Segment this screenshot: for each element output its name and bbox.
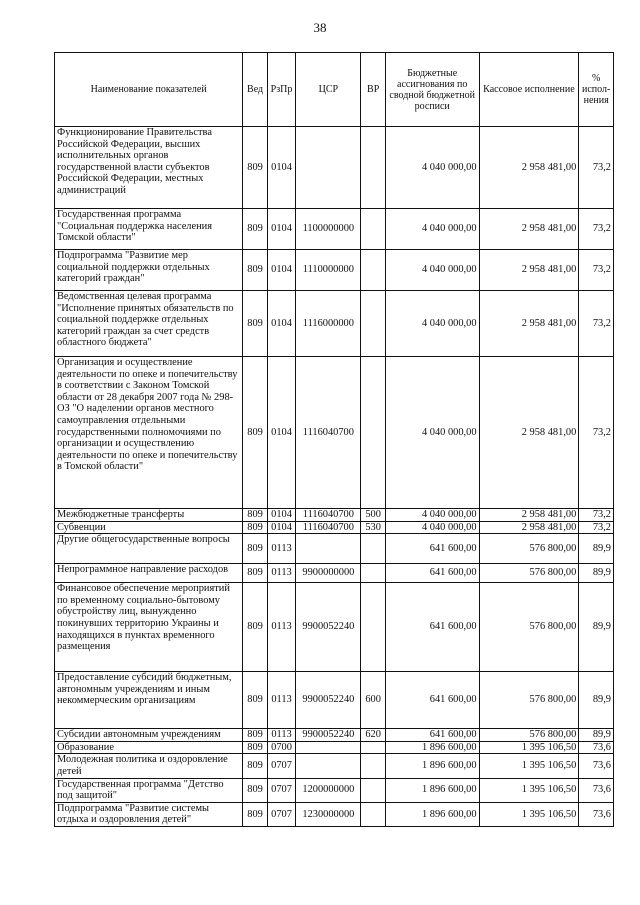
table-row <box>55 778 614 802</box>
row-rzpr: 0113 <box>267 583 296 672</box>
row-csr: 1200000000 <box>296 778 361 802</box>
header-percent: % испол-нения <box>579 53 614 127</box>
row-assignments: 4 040 000,00 <box>385 209 479 250</box>
row-name: Подпрограмма "Развитие системы отдыха и оздоровления детей" <box>55 802 243 826</box>
row-percent: 89,9 <box>579 583 614 672</box>
row-percent: 73,2 <box>579 521 614 534</box>
row-csr: 1110000000 <box>296 250 361 291</box>
row-percent: 73,6 <box>579 741 614 754</box>
row-cash-execution: 576 800,00 <box>479 729 579 742</box>
row-csr <box>296 741 361 754</box>
row-cash-execution: 1 395 106,50 <box>479 802 579 826</box>
row-ved: 809 <box>243 741 267 754</box>
row-rzpr: 0104 <box>267 357 296 509</box>
row-ved: 809 <box>243 509 267 522</box>
header-ved: Вед <box>243 53 267 127</box>
row-assignments: 1 896 600,00 <box>385 754 479 778</box>
row-name: Подпрограмма "Развитие мер социальной поддержки отдельных категорий граждан" <box>55 250 243 291</box>
row-cash-execution: 576 800,00 <box>479 672 579 729</box>
row-vr: 620 <box>361 729 385 742</box>
row-assignments: 641 600,00 <box>385 583 479 672</box>
header-row <box>55 53 614 127</box>
row-csr: 1230000000 <box>296 802 361 826</box>
row-vr <box>361 802 385 826</box>
row-name: Субсидии автономным учреждениям <box>55 729 243 742</box>
row-name: Ведомственная целевая программа "Исполнение принятых обязательств по социальной поддержке отдельных категорий граждан за счет средств областного бюджета" <box>55 291 243 357</box>
table-row <box>55 357 614 509</box>
row-vr <box>361 754 385 778</box>
row-csr <box>296 127 361 209</box>
row-name: Образование <box>55 741 243 754</box>
row-percent: 89,9 <box>579 564 614 583</box>
row-ved: 809 <box>243 729 267 742</box>
row-rzpr: 0113 <box>267 672 296 729</box>
row-rzpr: 0707 <box>267 802 296 826</box>
row-vr: 500 <box>361 509 385 522</box>
row-rzpr: 0700 <box>267 741 296 754</box>
row-rzpr: 0113 <box>267 564 296 583</box>
row-csr <box>296 534 361 564</box>
row-cash-execution: 2 958 481,00 <box>479 250 579 291</box>
table-row <box>55 729 614 742</box>
row-rzpr: 0707 <box>267 754 296 778</box>
row-assignments: 4 040 000,00 <box>385 509 479 522</box>
row-cash-execution: 576 800,00 <box>479 564 579 583</box>
table-row <box>55 250 614 291</box>
row-percent: 73,2 <box>579 509 614 522</box>
row-rzpr: 0104 <box>267 521 296 534</box>
table-row <box>55 127 614 209</box>
row-vr <box>361 250 385 291</box>
row-rzpr: 0104 <box>267 209 296 250</box>
row-assignments: 641 600,00 <box>385 729 479 742</box>
row-percent: 89,9 <box>579 729 614 742</box>
row-percent: 73,6 <box>579 802 614 826</box>
row-assignments: 1 896 600,00 <box>385 778 479 802</box>
row-percent: 73,2 <box>579 291 614 357</box>
row-ved: 809 <box>243 534 267 564</box>
table-row <box>55 802 614 826</box>
row-csr: 1100000000 <box>296 209 361 250</box>
row-ved: 809 <box>243 802 267 826</box>
row-ved: 809 <box>243 127 267 209</box>
row-assignments: 4 040 000,00 <box>385 521 479 534</box>
row-vr <box>361 583 385 672</box>
row-name: Финансовое обеспечение мероприятий по временному социально-бытовому обустройству лиц, вынужденно покинувших территорию Украины и находящихся в пунктах временного размещения <box>55 583 243 672</box>
row-rzpr: 0104 <box>267 127 296 209</box>
row-cash-execution: 2 958 481,00 <box>479 521 579 534</box>
row-vr <box>361 564 385 583</box>
row-ved: 809 <box>243 754 267 778</box>
row-vr <box>361 209 385 250</box>
row-assignments: 4 040 000,00 <box>385 250 479 291</box>
row-name: Государственная программа "Социальная поддержка населения Томской области" <box>55 209 243 250</box>
row-csr: 1116040700 <box>296 509 361 522</box>
row-ved: 809 <box>243 778 267 802</box>
row-rzpr: 0104 <box>267 250 296 291</box>
row-percent: 73,2 <box>579 209 614 250</box>
row-name: Предоставление субсидий бюджетным, автономным учреждениям и иным некоммерческим организациям <box>55 672 243 729</box>
header-cash-execution: Кассовое исполнение <box>479 53 579 127</box>
row-cash-execution: 576 800,00 <box>479 534 579 564</box>
table-row <box>55 564 614 583</box>
row-rzpr: 0113 <box>267 534 296 564</box>
row-vr <box>361 741 385 754</box>
row-vr <box>361 127 385 209</box>
table-row <box>55 509 614 522</box>
row-percent: 89,9 <box>579 672 614 729</box>
row-vr <box>361 291 385 357</box>
row-cash-execution: 2 958 481,00 <box>479 209 579 250</box>
row-rzpr: 0707 <box>267 778 296 802</box>
row-cash-execution: 2 958 481,00 <box>479 357 579 509</box>
row-name: Государственная программа "Детство под защитой" <box>55 778 243 802</box>
header-name: Наименование показателей <box>55 53 243 127</box>
table-row <box>55 754 614 778</box>
row-percent: 73,6 <box>579 754 614 778</box>
table-row <box>55 741 614 754</box>
table-row <box>55 583 614 672</box>
row-cash-execution: 576 800,00 <box>479 583 579 672</box>
row-cash-execution: 1 395 106,50 <box>479 741 579 754</box>
row-rzpr: 0104 <box>267 509 296 522</box>
table-row <box>55 209 614 250</box>
row-ved: 809 <box>243 209 267 250</box>
row-ved: 809 <box>243 357 267 509</box>
header-csr: ЦСР <box>296 53 361 127</box>
row-csr <box>296 754 361 778</box>
row-rzpr: 0113 <box>267 729 296 742</box>
header-assignments: Бюджетные ассигнования по сводной бюджетной росписи <box>385 53 479 127</box>
row-csr: 1116040700 <box>296 357 361 509</box>
row-percent: 73,2 <box>579 357 614 509</box>
row-vr: 530 <box>361 521 385 534</box>
row-csr: 9900052240 <box>296 672 361 729</box>
row-name: Непрограммное направление расходов <box>55 564 243 583</box>
row-percent: 73,6 <box>579 778 614 802</box>
row-vr <box>361 534 385 564</box>
table-row <box>55 521 614 534</box>
header-rzpr: РзПр <box>267 53 296 127</box>
row-cash-execution: 1 395 106,50 <box>479 754 579 778</box>
header-vr: ВР <box>361 53 385 127</box>
row-csr: 9900052240 <box>296 583 361 672</box>
row-name: Другие общегосударственные вопросы <box>55 534 243 564</box>
row-percent: 89,9 <box>579 534 614 564</box>
row-cash-execution: 1 395 106,50 <box>479 778 579 802</box>
row-ved: 809 <box>243 672 267 729</box>
row-csr: 1116040700 <box>296 521 361 534</box>
row-assignments: 641 600,00 <box>385 534 479 564</box>
row-name: Молодежная политика и оздоровление детей <box>55 754 243 778</box>
row-cash-execution: 2 958 481,00 <box>479 291 579 357</box>
row-ved: 809 <box>243 564 267 583</box>
row-percent: 73,2 <box>579 127 614 209</box>
row-cash-execution: 2 958 481,00 <box>479 509 579 522</box>
row-assignments: 641 600,00 <box>385 672 479 729</box>
row-csr: 1116000000 <box>296 291 361 357</box>
row-ved: 809 <box>243 583 267 672</box>
row-vr: 600 <box>361 672 385 729</box>
row-name: Функционирование Правительства Российской Федерации, высших исполнительных органов государственной власти субъектов Российской Федерации, местных администраций <box>55 127 243 209</box>
row-name: Организация и осуществление деятельности по опеке и попечительству в соответствии с Законом Томской области от 28 декабря 2007 года № 298-ОЗ "О наделении органов местного самоуправления отдельными государственными полномочиями по организации и осуществлению деятельности по опеке и попечительству в Томской области" <box>55 357 243 509</box>
row-assignments: 641 600,00 <box>385 564 479 583</box>
row-name: Субвенции <box>55 521 243 534</box>
table-row <box>55 672 614 729</box>
budget-table <box>54 52 614 827</box>
row-vr <box>361 778 385 802</box>
row-csr: 9900052240 <box>296 729 361 742</box>
row-assignments: 4 040 000,00 <box>385 127 479 209</box>
row-cash-execution: 2 958 481,00 <box>479 127 579 209</box>
row-assignments: 1 896 600,00 <box>385 741 479 754</box>
table-row <box>55 534 614 564</box>
row-rzpr: 0104 <box>267 291 296 357</box>
row-vr <box>361 357 385 509</box>
row-csr: 9900000000 <box>296 564 361 583</box>
row-assignments: 4 040 000,00 <box>385 291 479 357</box>
row-ved: 809 <box>243 291 267 357</box>
row-ved: 809 <box>243 521 267 534</box>
row-ved: 809 <box>243 250 267 291</box>
table-row <box>55 291 614 357</box>
row-assignments: 1 896 600,00 <box>385 802 479 826</box>
page-number: 38 <box>313 20 327 35</box>
row-percent: 73,2 <box>579 250 614 291</box>
row-name: Межбюджетные трансферты <box>55 509 243 522</box>
row-assignments: 4 040 000,00 <box>385 357 479 509</box>
